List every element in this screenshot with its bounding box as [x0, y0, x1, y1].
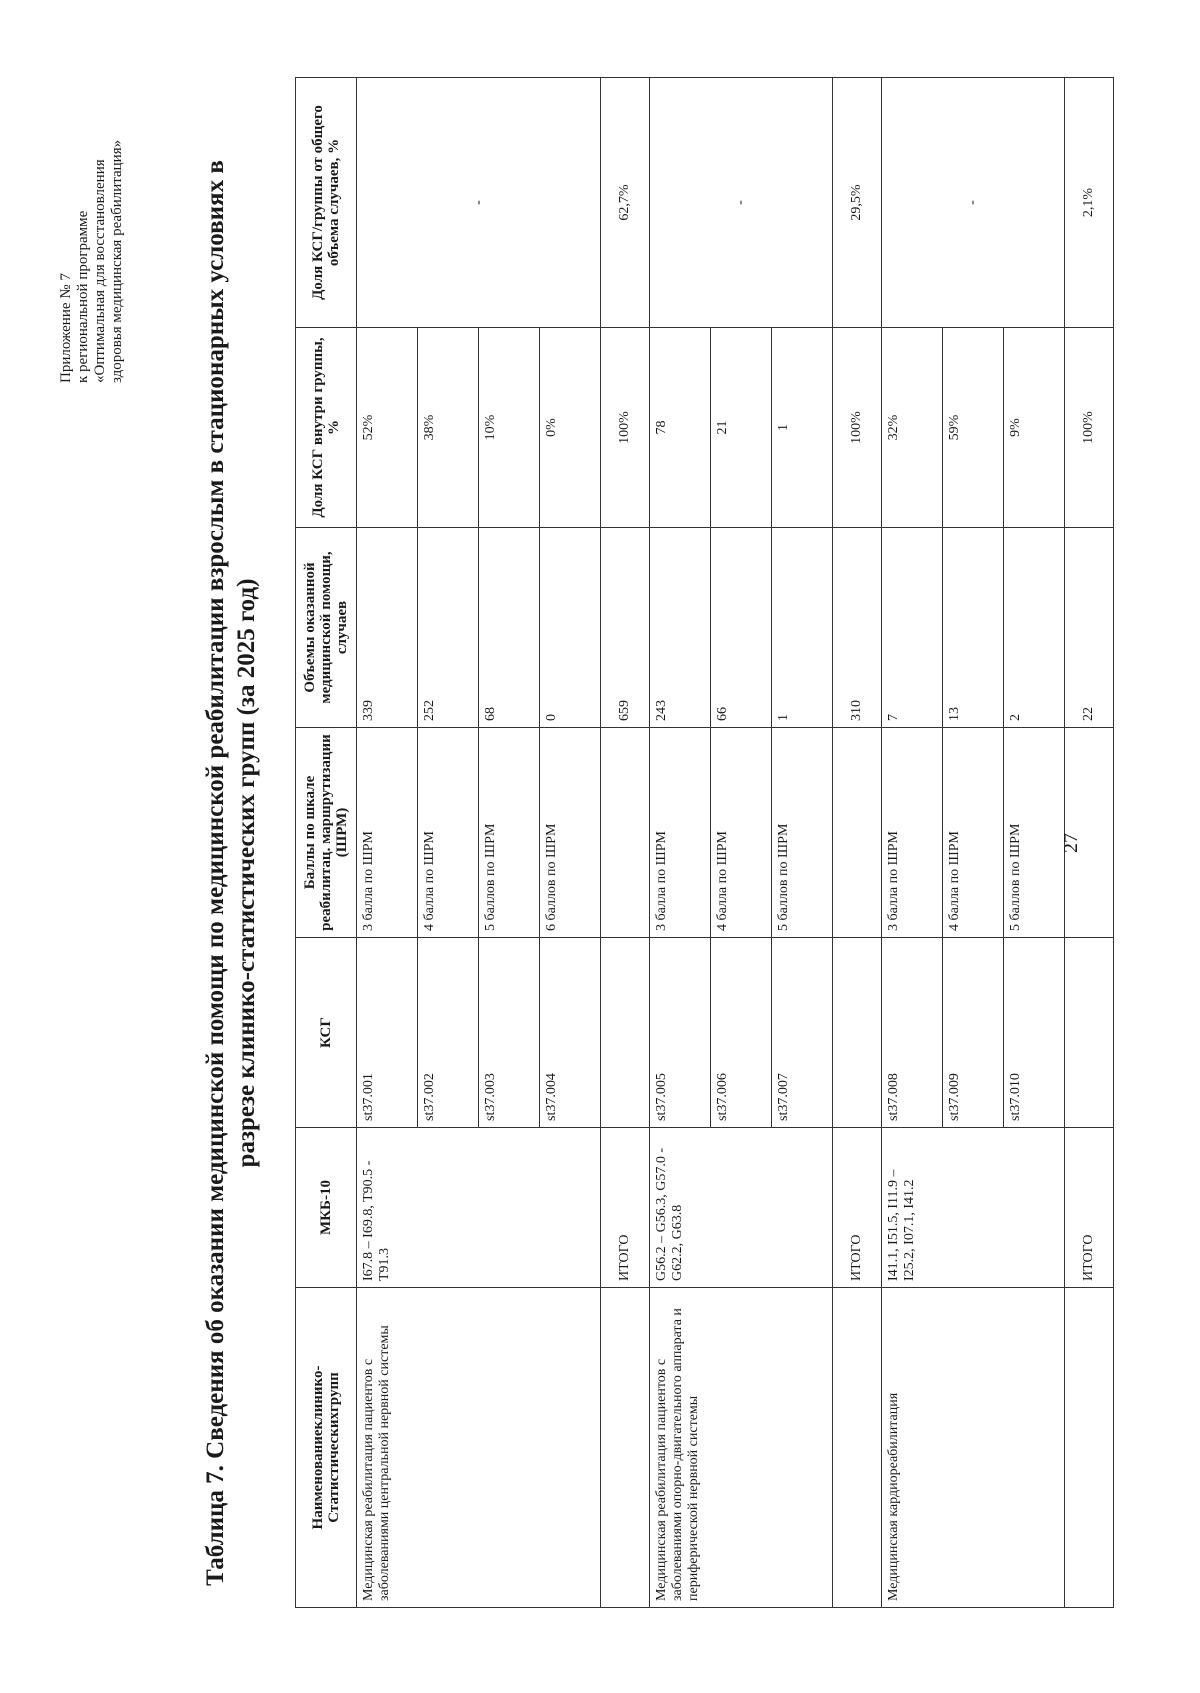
table-title: Таблица 7. Сведения об оказании медицинской помощи по медицинской реабилитации взрослым в стационарных условиях в разрезе клинико-статистических групп (за 2025 год): [202, 160, 260, 1586]
ksg-cell: st37.001: [357, 938, 418, 1128]
total-label: ИТОГО: [1065, 1128, 1114, 1288]
total-share-total: 2,1%: [1065, 78, 1114, 328]
group-share-total: -: [882, 78, 1065, 328]
ksg-cell: st37.005: [650, 938, 711, 1128]
header-ksg: КСГ: [296, 938, 357, 1128]
ksg-cell: st37.006: [711, 938, 772, 1128]
appendix-line: к региональной программе: [75, 210, 91, 383]
share-cell: 59%: [943, 328, 1004, 528]
shrm-cell: 5 баллов по ШРМ: [479, 728, 540, 938]
total-share-total: 29,5%: [833, 78, 882, 328]
total-share-total: 62,7%: [601, 78, 650, 328]
total-row: [833, 78, 882, 1608]
appendix-line: здоровья медицинская реабилитация»: [109, 139, 125, 383]
share-cell: 52%: [357, 328, 418, 528]
total-volume: 659: [601, 528, 650, 728]
total-label: ИТОГО: [601, 1128, 650, 1288]
group-name: Медицинская реабилитация пациентов с заболеваниями центральной нервной системы: [357, 1288, 601, 1608]
shrm-cell: 5 баллов по ШРМ: [1004, 728, 1065, 938]
shrm-cell: 6 баллов по ШРМ: [540, 728, 601, 938]
ksg-cell: st37.008: [882, 938, 943, 1128]
header-volume: Объемы оказанной медицинской помощи, случаев: [296, 528, 357, 728]
table-row: [650, 78, 711, 1608]
ksg-cell: st37.002: [418, 938, 479, 1128]
page-number: 27: [1060, 833, 1082, 853]
appendix-line: «Оптимальная для восстановления: [92, 159, 108, 383]
volume-cell: 2: [1004, 528, 1065, 728]
shrm-cell: 4 балла по ШРМ: [943, 728, 1004, 938]
shrm-cell: 5 баллов по ШРМ: [772, 728, 833, 938]
shrm-cell: 4 балла по ШРМ: [711, 728, 772, 938]
ksg-cell: st37.010: [1004, 938, 1065, 1128]
table-row: [882, 78, 943, 1608]
volume-cell: 7: [882, 528, 943, 728]
volume-cell: 252: [418, 528, 479, 728]
volume-cell: 243: [650, 528, 711, 728]
ksg-cell: st37.003: [479, 938, 540, 1128]
total-share: 100%: [601, 328, 650, 528]
shrm-cell: 4 балла по ШРМ: [418, 728, 479, 938]
header-name: Наименованиеклинико-Статистическихгрупп: [296, 1288, 357, 1608]
share-cell: 1: [772, 328, 833, 528]
group-mkb: G56.2 – G56.3, G57.0 - G62.2, G63.8: [650, 1128, 833, 1288]
shrm-cell: 3 балла по ШРМ: [882, 728, 943, 938]
ksg-cell: st37.009: [943, 938, 1004, 1128]
share-cell: 0%: [540, 328, 601, 528]
header-shrm: Баллы по шкале реабилитац. маршрутизации (ШРМ): [296, 728, 357, 938]
share-cell: 21: [711, 328, 772, 528]
volume-cell: 339: [357, 528, 418, 728]
total-share: 100%: [833, 328, 882, 528]
group-share-total: -: [357, 78, 601, 328]
group-mkb: I67.8 – I69.8, T90.5 -T91.3: [357, 1128, 601, 1288]
total-row: [601, 78, 650, 1608]
header-share-total: Доля КСГ/группы от общего объема случаев, %: [296, 78, 357, 328]
group-name: Медицинская кардиореабилитация: [882, 1288, 1065, 1608]
total-share: 100%: [1065, 328, 1114, 528]
ksg-cell: st37.004: [540, 938, 601, 1128]
volume-cell: 0: [540, 528, 601, 728]
share-cell: 10%: [479, 328, 540, 528]
shrm-cell: 3 балла по ШРМ: [650, 728, 711, 938]
share-cell: 9%: [1004, 328, 1065, 528]
group-mkb: I41.1, I51.5, I11.9 – I25.2, I07.1, I41.2: [882, 1128, 1065, 1288]
share-cell: 32%: [882, 328, 943, 528]
group-name: Медицинская реабилитация пациентов с заболеваниями опорно-двигательного аппарата и периферической нервной системы: [650, 1288, 833, 1608]
total-label: ИТОГО: [833, 1128, 882, 1288]
share-cell: 78: [650, 328, 711, 528]
volume-cell: 66: [711, 528, 772, 728]
appendix-line: Приложение № 7: [58, 273, 74, 383]
group-share-total: -: [650, 78, 833, 328]
total-volume: 22: [1065, 528, 1114, 728]
volume-cell: 1: [772, 528, 833, 728]
volume-cell: 13: [943, 528, 1004, 728]
header-mkb: МКБ-10: [296, 1128, 357, 1288]
appendix-note: [58, 23, 126, 383]
shrm-cell: 3 балла по ШРМ: [357, 728, 418, 938]
total-volume: 310: [833, 528, 882, 728]
header-share-in-group: Доля КСГ внутри группы, %: [296, 328, 357, 528]
table-row: [357, 78, 418, 1608]
ksg-cell: st37.007: [772, 938, 833, 1128]
statistics-table: [295, 77, 1114, 1608]
share-cell: 38%: [418, 328, 479, 528]
volume-cell: 68: [479, 528, 540, 728]
